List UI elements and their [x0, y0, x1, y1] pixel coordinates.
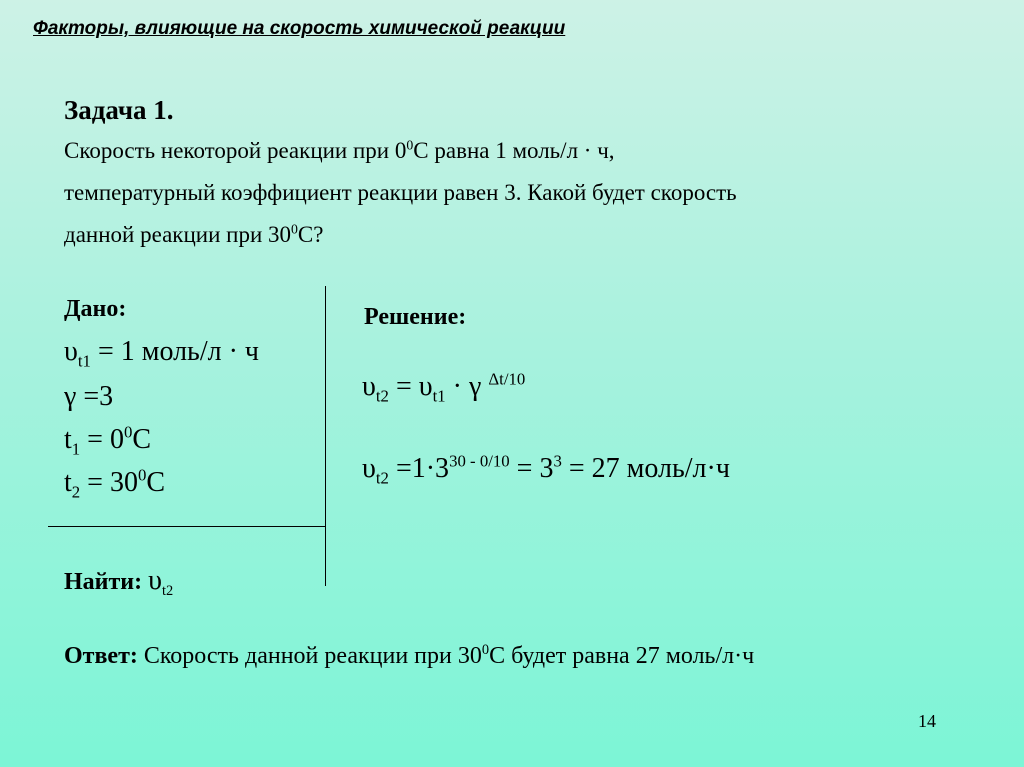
formula-calculation: $\upsilon_{t2} =1\cdot 3^{30 - 0/10} = 3^3 = 27$ моль/л·ч — [362, 451, 730, 488]
given-label: Дано: — [64, 296, 127, 322]
task-line-2: температурный коэффициент реакции равен 3. Какой будет скорость — [64, 180, 737, 205]
page-number: 14 — [918, 711, 936, 731]
task-line-1: Скорость некоторой реакции при $0^0С$ равна 1 моль/л · ч, — [64, 137, 615, 163]
given-velocity: $\upsilon_{t1} = 1$ моль/л · ч — [64, 336, 259, 371]
answer-line: Ответ: Скорость данной реакции при $30^0С$ будет равна 27 моль/л·ч — [64, 642, 755, 669]
given-t1: $t_1 = 0^0С$ — [64, 422, 152, 459]
vertical-divider — [325, 286, 326, 586]
given-gamma: γ =3 — [64, 381, 114, 412]
solution-label: Решение: — [364, 304, 467, 330]
find-line: Найти: $\upsilon_{t2}$ — [64, 565, 174, 599]
given-t2: $t_2 = 30^0С$ — [64, 465, 166, 502]
find-label: Найти: — [64, 569, 143, 595]
answer-label: Ответ: — [64, 643, 138, 669]
task-title: Задача 1. — [64, 95, 174, 125]
task-line-3: данной реакции при $30^0С$? — [64, 221, 324, 247]
formula-vant-hoff: $\upsilon_{t2} = \upsilon_{t1} \cdot \gamma$ $^{\Delta t/10}$ — [362, 369, 526, 406]
slide-title: Факторы, влияющие на скорость химической реакции — [33, 18, 566, 39]
horizontal-divider — [48, 526, 326, 527]
